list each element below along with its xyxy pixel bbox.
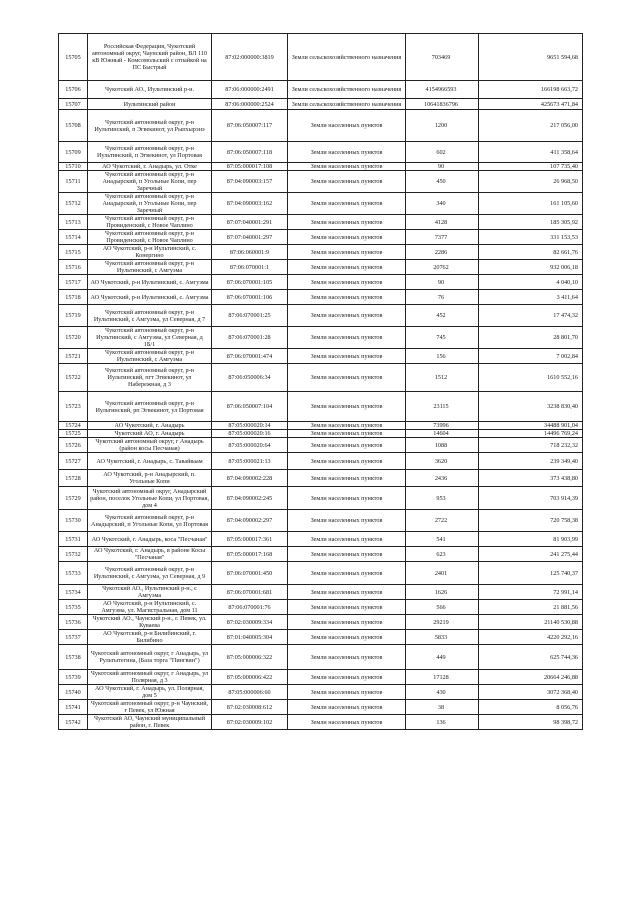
cell-value: 4 040,10	[479, 275, 583, 290]
cell-address: Чукотский автономный округ, Анадырский район, поселок Угольные Копи, ул Портовая, дом 4	[88, 487, 212, 510]
cell-number: 15738	[59, 645, 88, 670]
cell-value: 72 991,14	[479, 585, 583, 600]
cell-value: 21140 530,88	[479, 615, 583, 630]
table-row	[59, 630, 583, 645]
cell-address: АО Чукотский, р-н Билибинский, г. Билибино	[88, 630, 212, 645]
cell-cadastral: 87:05:000017:108	[212, 163, 288, 171]
table-row	[59, 438, 583, 453]
cell-value: 241 275,44	[479, 547, 583, 562]
cell-cadastral: 87:06:050006:34	[212, 364, 288, 392]
cell-cadastral: 87:06:060001:9	[212, 245, 288, 260]
cell-number: 15739	[59, 670, 88, 685]
land-register-table	[58, 33, 583, 730]
cell-area: 7377	[406, 230, 479, 245]
cell-area: 5833	[406, 630, 479, 645]
cell-category: Земли населенных пунктов	[288, 532, 406, 547]
cell-cadastral: 87:06:070001:25	[212, 305, 288, 327]
cell-number: 15715	[59, 245, 88, 260]
cell-address: Чукотский автономный округ, р-н Иультинский, п Эгвекинот, ул Рыпхырэнэ	[88, 110, 212, 142]
table-row	[59, 422, 583, 430]
cell-address: АО Чукотский, г. Анадырь, в районе Косы "Песчаная"	[88, 547, 212, 562]
cell-number: 15720	[59, 327, 88, 349]
cell-category: Земли сельскохозяйственного назначения	[288, 81, 406, 99]
table-row	[59, 453, 583, 470]
cell-cadastral: 87:02:030009:102	[212, 715, 288, 730]
table-row	[59, 645, 583, 670]
cell-value: 81 903,99	[479, 532, 583, 547]
cell-cadastral: 87:04:090002:297	[212, 510, 288, 532]
table-row	[59, 260, 583, 275]
cell-number: 15705	[59, 34, 88, 81]
cell-category: Земли населенных пунктов	[288, 245, 406, 260]
cell-address: Чукотский АО., Иультинский р-н.	[88, 81, 212, 99]
cell-value: 239 349,40	[479, 453, 583, 470]
cell-area: 566	[406, 600, 479, 615]
cell-cadastral: 87:04:090003:157	[212, 171, 288, 193]
cell-address: Чукотский автономный округ, р-н Анадырский, п Угольные Копи, пер Заречный	[88, 193, 212, 215]
cell-number: 15712	[59, 193, 88, 215]
cell-value: 161 105,60	[479, 193, 583, 215]
cell-area: 90	[406, 275, 479, 290]
cell-number: 15709	[59, 142, 88, 163]
cell-cadastral: 87:02:000000:3819	[212, 34, 288, 81]
cell-category: Земли населенных пунктов	[288, 630, 406, 645]
cell-address: АО Чукотский, г. Анадырь, коса "Песчаная"	[88, 532, 212, 547]
cell-category: Земли населенных пунктов	[288, 470, 406, 487]
cell-number: 15713	[59, 215, 88, 230]
cell-category: Земли населенных пунктов	[288, 163, 406, 171]
cell-cadastral: 87:06:070001:474	[212, 349, 288, 364]
cell-area: 452	[406, 305, 479, 327]
cell-number: 15710	[59, 163, 88, 171]
cell-category: Земли населенных пунктов	[288, 430, 406, 438]
cell-address: Чукотский АО., Чаунский р-н., г. Певек, ул. Куваева	[88, 615, 212, 630]
cell-category: Земли населенных пунктов	[288, 547, 406, 562]
cell-cadastral: 87:04:090002:245	[212, 487, 288, 510]
cell-address: Чукотский автономный округ, р-н Иультинский, с Амгуэма, ул Северная, д 7	[88, 305, 212, 327]
cell-address: Чукотский АО, г. Анадырь	[88, 430, 212, 438]
table-row	[59, 327, 583, 349]
cell-value: 7 002,84	[479, 349, 583, 364]
cell-cadastral: 87:04:090002:228	[212, 470, 288, 487]
cell-value: 932 006,18	[479, 260, 583, 275]
cell-address: Чукотский автономный округ, р-н Иультинский, рп Эгвекинот, ул Портовая	[88, 392, 212, 422]
cell-address: Чукотский автономный округ, р-н Анадырский, п Угольные Копи, пер Заречный	[88, 171, 212, 193]
cell-area: 1626	[406, 585, 479, 600]
cell-area: 2722	[406, 510, 479, 532]
cell-cadastral: 87:05:000017:168	[212, 547, 288, 562]
cell-cadastral: 87:07:040001:291	[212, 215, 288, 230]
cell-number: 15714	[59, 230, 88, 245]
cell-number: 15729	[59, 487, 88, 510]
cell-value: 720 758,38	[479, 510, 583, 532]
cell-number: 15717	[59, 275, 88, 290]
cell-address: АО Чукотский, р-н Иультинский, с. Конергино	[88, 245, 212, 260]
cell-value: 125 740,37	[479, 562, 583, 585]
cell-cadastral: 87:05:000006:422	[212, 670, 288, 685]
cell-area: 2401	[406, 562, 479, 585]
cell-value: 217 056,00	[479, 110, 583, 142]
cell-address: АО Чукотский, р-н Иультинский, с. Амгуэма	[88, 290, 212, 305]
table-row	[59, 532, 583, 547]
cell-area: 10641836796	[406, 99, 479, 110]
cell-cadastral: 87:06:070001:450	[212, 562, 288, 585]
cell-number: 15733	[59, 562, 88, 585]
cell-number: 15742	[59, 715, 88, 730]
cell-category: Земли сельскохозяйственного назначения	[288, 34, 406, 81]
cell-address: АО Чукотский, г. Анадырь, ул. Отке	[88, 163, 212, 171]
cell-number: 15719	[59, 305, 88, 327]
cell-category: Земли населенных пунктов	[288, 585, 406, 600]
cell-value: 8 056,76	[479, 700, 583, 715]
cell-area: 4154966593	[406, 81, 479, 99]
cell-value: 625 744,36	[479, 645, 583, 670]
cell-value: 373 438,80	[479, 470, 583, 487]
table-row	[59, 142, 583, 163]
cell-area: 2286	[406, 245, 479, 260]
cell-cadastral: 87:05:000021:13	[212, 453, 288, 470]
cell-area: 1512	[406, 364, 479, 392]
cell-area: 541	[406, 532, 479, 547]
cell-category: Земли населенных пунктов	[288, 700, 406, 715]
table-row	[59, 230, 583, 245]
cell-cadastral: 87:02:030009:334	[212, 615, 288, 630]
cell-category: Земли населенных пунктов	[288, 305, 406, 327]
table-row	[59, 670, 583, 685]
cell-area: 136	[406, 715, 479, 730]
cell-area: 90	[406, 163, 479, 171]
cell-number: 15724	[59, 422, 88, 430]
cell-area: 156	[406, 349, 479, 364]
cell-category: Земли населенных пунктов	[288, 685, 406, 700]
cell-category: Земли населенных пунктов	[288, 290, 406, 305]
cell-address: Чукотский автономный округ, р-н Анадырский, п Угольные Копи, ул Портовая	[88, 510, 212, 532]
cell-area: 23115	[406, 392, 479, 422]
cell-address: Чукотский автономный округ, р-н Провиденский, с Новое Чаплино	[88, 230, 212, 245]
cell-cadastral: 87:02:030008:612	[212, 700, 288, 715]
cell-number: 15731	[59, 532, 88, 547]
cell-category: Земли населенных пунктов	[288, 670, 406, 685]
cell-address: Чукотский автономный округ, г Анадырь, ул Полярная, д 3	[88, 670, 212, 685]
cell-area: 14604	[406, 430, 479, 438]
table-row	[59, 81, 583, 99]
cell-cadastral: 87:05:000006:60	[212, 685, 288, 700]
cell-number: 15721	[59, 349, 88, 364]
cell-area: 4128	[406, 215, 479, 230]
cell-number: 15726	[59, 438, 88, 453]
cell-number: 15723	[59, 392, 88, 422]
cell-value: 9651 594,68	[479, 34, 583, 81]
table-row	[59, 585, 583, 600]
cell-category: Земли населенных пунктов	[288, 142, 406, 163]
cell-address: Чукотский АО., Иультинский р-н., с Амгуэма	[88, 585, 212, 600]
cell-value: 82 661,76	[479, 245, 583, 260]
cell-address: Чукотский автономный округ, р-н Иультинский, с Амгуэма, ул Северная, д 1Б/1	[88, 327, 212, 349]
cell-number: 15727	[59, 453, 88, 470]
cell-number: 15708	[59, 110, 88, 142]
table-row	[59, 163, 583, 171]
table-row	[59, 110, 583, 142]
cell-value: 3238 830,40	[479, 392, 583, 422]
cell-address: Чукотский автономный округ, р-н Иультинский, с Амгуэма	[88, 260, 212, 275]
cell-category: Земли населенных пунктов	[288, 510, 406, 532]
cell-cadastral: 87:06:070001:1	[212, 260, 288, 275]
cell-cadastral: 87:05:000017:361	[212, 532, 288, 547]
cell-cadastral: 87:05:000006:322	[212, 645, 288, 670]
cell-value: 425673 471,84	[479, 99, 583, 110]
cell-number: 15716	[59, 260, 88, 275]
register-body	[59, 34, 583, 730]
cell-category: Земли населенных пунктов	[288, 260, 406, 275]
cell-number: 15718	[59, 290, 88, 305]
table-row	[59, 510, 583, 532]
cell-cadastral: 87:06:050007:117	[212, 110, 288, 142]
cell-number: 15730	[59, 510, 88, 532]
cell-category: Земли населенных пунктов	[288, 349, 406, 364]
table-row	[59, 275, 583, 290]
cell-number: 15711	[59, 171, 88, 193]
cell-area: 1200	[406, 110, 479, 142]
cell-category: Земли населенных пунктов	[288, 645, 406, 670]
cell-cadastral: 87:06:050007:118	[212, 142, 288, 163]
cell-address: Чукотский автономный округ, г Анадырь, ул Рультытегина, (База торга "Пингвин")	[88, 645, 212, 670]
cell-category: Земли населенных пунктов	[288, 275, 406, 290]
cell-category: Земли населенных пунктов	[288, 364, 406, 392]
cell-cadastral: 87:06:050007:104	[212, 392, 288, 422]
cell-category: Земли населенных пунктов	[288, 193, 406, 215]
cell-value: 3 411,64	[479, 290, 583, 305]
cell-address: Чукотский автономный округ, р-н Иультинский, с Амгуэма, ул Северная, д 9	[88, 562, 212, 585]
cell-area: 602	[406, 142, 479, 163]
cell-area: 29219	[406, 615, 479, 630]
cell-cadastral: 87:06:000000:2491	[212, 81, 288, 99]
cell-cadastral: 87:01:040005:304	[212, 630, 288, 645]
cell-number: 15707	[59, 99, 88, 110]
table-row	[59, 715, 583, 730]
cell-category: Земли населенных пунктов	[288, 715, 406, 730]
table-row	[59, 700, 583, 715]
cell-cadastral: 87:05:000020:16	[212, 430, 288, 438]
cell-value: 3072 368,40	[479, 685, 583, 700]
cell-category: Земли населенных пунктов	[288, 615, 406, 630]
cell-area: 17128	[406, 670, 479, 685]
cell-area: 953	[406, 487, 479, 510]
cell-value: 21 881,56	[479, 600, 583, 615]
table-row	[59, 430, 583, 438]
cell-number: 15736	[59, 615, 88, 630]
cell-number: 15735	[59, 600, 88, 615]
cell-category: Земли населенных пунктов	[288, 453, 406, 470]
cell-area: 703469	[406, 34, 479, 81]
cell-number: 15706	[59, 81, 88, 99]
cell-address: Чукотский автономный округ, г Анадырь (район косы Песчаная)	[88, 438, 212, 453]
cell-value: 20664 246,88	[479, 670, 583, 685]
cell-area: 38	[406, 700, 479, 715]
cell-address: АО Чукотский, г. Анадырь	[88, 422, 212, 430]
cell-cadastral: 87:04:090003:162	[212, 193, 288, 215]
cell-value: 718 232,32	[479, 438, 583, 453]
cell-category: Земли населенных пунктов	[288, 600, 406, 615]
table-row	[59, 615, 583, 630]
table-row	[59, 487, 583, 510]
table-row	[59, 305, 583, 327]
table-row	[59, 392, 583, 422]
cell-number: 15725	[59, 430, 88, 438]
cell-address: Чукотский АО, Чаунский муниципальный район, г. Певек	[88, 715, 212, 730]
cell-address: АО Чукотский, г. Анадырь, ул. Полярная, дом 5	[88, 685, 212, 700]
cell-area: 450	[406, 171, 479, 193]
cell-area: 340	[406, 193, 479, 215]
cell-value: 107 735,40	[479, 163, 583, 171]
cell-cadastral: 87:05:000020:64	[212, 438, 288, 453]
cell-value: 17 474,32	[479, 305, 583, 327]
cell-area: 449	[406, 645, 479, 670]
cell-category: Земли населенных пунктов	[288, 487, 406, 510]
cell-area: 76	[406, 290, 479, 305]
cell-cadastral: 87:06:070001:28	[212, 327, 288, 349]
cell-category: Земли населенных пунктов	[288, 438, 406, 453]
cell-address: Иультинский район	[88, 99, 212, 110]
table-row	[59, 34, 583, 81]
cell-area: 1088	[406, 438, 479, 453]
cell-area: 73996	[406, 422, 479, 430]
cell-cadastral: 87:06:070001:681	[212, 585, 288, 600]
cell-value: 1610 552,16	[479, 364, 583, 392]
table-row	[59, 171, 583, 193]
cell-area: 430	[406, 685, 479, 700]
cell-address: АО Чукотский, р-н Иультинский, с. Амгуэма, ул. Магистральная, дом 11	[88, 600, 212, 615]
table-row	[59, 99, 583, 110]
cell-address: Чукотский автономный округ, р-н Провиденский, с Новое Чаплино	[88, 215, 212, 230]
table-row	[59, 245, 583, 260]
cell-address: Российская Федерация, Чукотский автономный округ, Чаунский район, ВЛ 110 кВ Южный - Комсомольский с отпайкой на ПС Быстрый	[88, 34, 212, 81]
cell-cadastral: 87:06:070001:76	[212, 600, 288, 615]
cell-value: 166198 663,72	[479, 81, 583, 99]
cell-category: Земли сельскохозяйственного назначения	[288, 99, 406, 110]
table-row	[59, 349, 583, 364]
cell-category: Земли населенных пунктов	[288, 171, 406, 193]
cell-number: 15734	[59, 585, 88, 600]
cell-area: 2436	[406, 470, 479, 487]
table-row	[59, 364, 583, 392]
cell-number: 15740	[59, 685, 88, 700]
table-row	[59, 470, 583, 487]
cell-value: 411 358,64	[479, 142, 583, 163]
cell-value: 331 153,53	[479, 230, 583, 245]
cell-category: Земли населенных пунктов	[288, 562, 406, 585]
cell-value: 26 968,50	[479, 171, 583, 193]
cell-category: Земли населенных пунктов	[288, 110, 406, 142]
cell-value: 34488 901,04	[479, 422, 583, 430]
cell-value: 14496 769,24	[479, 430, 583, 438]
table-row	[59, 600, 583, 615]
cell-cadastral: 87:06:070001:106	[212, 290, 288, 305]
table-row	[59, 215, 583, 230]
cell-value: 185 305,92	[479, 215, 583, 230]
cell-cadastral: 87:06:070001:105	[212, 275, 288, 290]
cell-category: Земли населенных пунктов	[288, 392, 406, 422]
cell-address: Чукотский автономный округ, р-н Иультинский, пгт Эгвекинот, ул Набережная, д 3	[88, 364, 212, 392]
table-row	[59, 562, 583, 585]
cell-category: Земли населенных пунктов	[288, 422, 406, 430]
cell-number: 15732	[59, 547, 88, 562]
cell-category: Земли населенных пунктов	[288, 230, 406, 245]
cell-address: АО Чукотский, р-н Анадырский, п. Угольные Копи	[88, 470, 212, 487]
cell-address: Чукотский автономный округ, р-н Иультинский, с Амгуэма	[88, 349, 212, 364]
cell-category: Земли населенных пунктов	[288, 327, 406, 349]
cell-category: Земли населенных пунктов	[288, 215, 406, 230]
cell-number: 15728	[59, 470, 88, 487]
cell-address: АО Чукотский, г. Анадырь, с. Тавайваам	[88, 453, 212, 470]
cell-area: 3620	[406, 453, 479, 470]
cell-number: 15741	[59, 700, 88, 715]
cell-area: 623	[406, 547, 479, 562]
cell-address: АО Чукотский, р-н Иультинский, с. Амгуэма	[88, 275, 212, 290]
table-row	[59, 290, 583, 305]
cell-number: 15737	[59, 630, 88, 645]
cell-area: 20762	[406, 260, 479, 275]
table-row	[59, 685, 583, 700]
cell-cadastral: 87:05:000020:14	[212, 422, 288, 430]
cell-number: 15722	[59, 364, 88, 392]
cell-cadastral: 87:06:000000:2524	[212, 99, 288, 110]
cell-cadastral: 87:07:040001:297	[212, 230, 288, 245]
cell-value: 98 398,72	[479, 715, 583, 730]
cell-area: 745	[406, 327, 479, 349]
cell-value: 703 914,39	[479, 487, 583, 510]
table-row	[59, 547, 583, 562]
cell-value: 28 801,70	[479, 327, 583, 349]
table-row	[59, 193, 583, 215]
cell-address: Чукотский автономный округ, р-н Чаунский, г Певек, ул Южная	[88, 700, 212, 715]
cell-address: Чукотский автономный округ, р-н Иультинский, п Эгвекинот, ул Портовая	[88, 142, 212, 163]
cell-value: 4220 292,16	[479, 630, 583, 645]
